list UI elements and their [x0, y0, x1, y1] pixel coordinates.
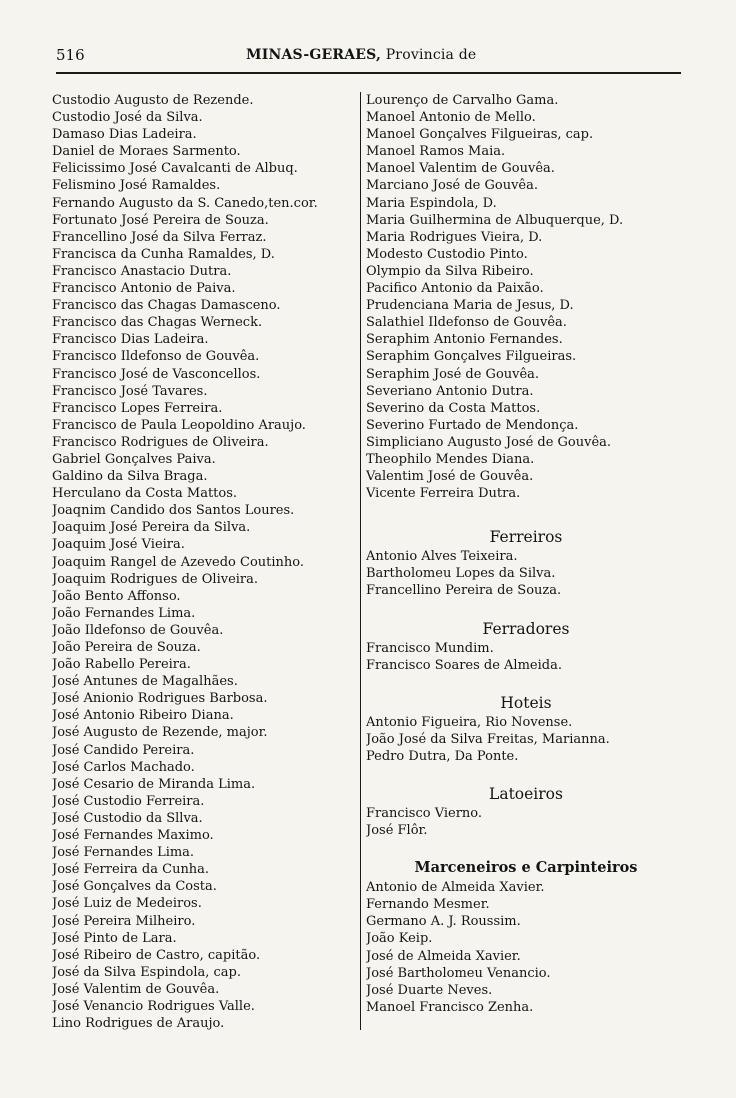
section-heading: Ferradores	[482, 619, 570, 638]
list-item: Valentim José de Gouvêa.	[366, 469, 534, 485]
list-item: Herculano da Costa Mattos.	[52, 486, 238, 502]
list-item: José Antunes de Magalhães.	[52, 674, 238, 690]
list-item: Francisco Vierno.	[366, 806, 483, 821]
list-item: Joaqnim Candido dos Santos Loures.	[52, 503, 295, 519]
section-heading: Latoeiros	[489, 785, 563, 803]
list-item: Pacifico Antonio da Paixão.	[366, 281, 544, 297]
list-item: Maria Rodrigues Vieira, D.	[366, 229, 543, 245]
list-item: Damaso Dias Ladeira.	[52, 127, 197, 143]
list-item: José Pinto de Lara.	[52, 930, 177, 946]
section-heading: Hoteis	[500, 693, 552, 712]
list-item: Francisco das Chagas Werneck.	[52, 315, 263, 331]
list-item: José Antonio Ribeiro Diana.	[52, 708, 234, 724]
list-item: José Flôr.	[366, 823, 428, 839]
list-item: José Pereira Milheiro.	[52, 913, 196, 929]
list-item: João Rabello Pereira.	[52, 657, 191, 673]
list-item: Bartholomeu Lopes da Silva.	[366, 566, 556, 582]
list-item: Pedro Dutra, Da Ponte.	[366, 748, 519, 764]
list-item: Custodio Augusto de Rezende.	[52, 93, 254, 108]
list-item: José da Silva Espindola, cap.	[52, 964, 242, 980]
page-title	[246, 47, 476, 63]
list-item: Francisco Dias Ladeira.	[52, 332, 209, 348]
list-item: Maria Guilhermina de Albuquerque, D.	[366, 212, 624, 228]
list-item: João Fernandes Lima.	[52, 605, 196, 621]
list-item: Joaquim José Vieira.	[52, 537, 185, 553]
list-item: José Cesario de Miranda Lima.	[52, 776, 256, 792]
list-item: José Ribeiro de Castro, capitão.	[52, 947, 261, 963]
list-item: Manoel Antonio de Mello.	[366, 110, 536, 126]
list-item: Custodio José da Silva.	[52, 110, 203, 126]
list-item: José Venancio Rodrigues Valle.	[52, 998, 255, 1014]
right-column	[366, 92, 686, 1016]
list-item: Gabriel Gonçalves Paiva.	[52, 451, 216, 467]
list-item: João José da Silva Freitas, Marianna.	[366, 731, 610, 747]
list-item: Manoel Valentim de Gouvêa.	[366, 161, 555, 177]
list-item: José Custodio da Sllva.	[52, 810, 203, 826]
list-item: Prudenciana Maria de Jesus, D.	[366, 298, 574, 314]
list-item: Fernando Mesmer.	[366, 897, 490, 913]
section-heading: Marceneiros e Carpinteiros	[414, 859, 638, 877]
list-item: José de Almeida Xavier.	[366, 948, 521, 964]
list-item: João Bento Affonso.	[52, 588, 181, 604]
list-item: Fortunato José Pereira de Souza.	[52, 212, 269, 228]
list-item: Francisca da Cunha Ramaldes, D.	[52, 246, 275, 262]
list-item: Francisco Lopes Ferreira.	[52, 400, 223, 416]
list-item: Joaquim Rangel de Azevedo Coutinho.	[52, 554, 305, 570]
list-item: Severiano Antonio Dutra.	[366, 383, 534, 399]
list-item: Vicente Ferreira Dutra.	[366, 486, 521, 502]
list-item: Francisco das Chagas Damasceno.	[52, 298, 281, 314]
list-item: José Gonçalves da Costa.	[52, 879, 217, 895]
list-item: Severino Furtado de Mendonça.	[366, 417, 579, 433]
list-item: José Candido Pereira.	[52, 742, 195, 758]
list-item: Germano A. J. Roussim.	[366, 914, 521, 930]
list-item: Seraphim Gonçalves Filgueiras.	[366, 349, 577, 365]
list-item: João Pereira de Souza.	[52, 640, 201, 655]
list-item: José Custodio Ferreira.	[52, 793, 205, 809]
list-item: José Ferreira da Cunha.	[52, 862, 210, 878]
list-item: José Anionio Rodrigues Barbosa.	[52, 691, 268, 707]
list-item: Severino da Costa Mattos.	[366, 400, 541, 416]
list-item: Seraphim Antonio Fernandes.	[366, 332, 563, 348]
list-item: Francisco Anastacio Dutra.	[52, 263, 232, 279]
list-item: Fernando Augusto da S. Canedo,ten.cor.	[52, 195, 318, 211]
list-item: João Ildefonso de Gouvêa.	[52, 622, 224, 638]
title-province: MINAS-GERAES,	[246, 47, 382, 63]
page-number: 516	[56, 46, 85, 64]
list-item: José Carlos Machado.	[52, 759, 195, 775]
header-rule	[56, 72, 681, 74]
list-item: José Bartholomeu Venancio.	[366, 965, 551, 981]
list-item: Felicissimo José Cavalcanti de Albuq.	[52, 161, 298, 177]
list-item: José Luiz de Medeiros.	[52, 896, 202, 912]
list-item: Lourenço de Carvalho Gama.	[366, 93, 559, 108]
list-item: Olympio da Silva Ribeiro.	[366, 263, 534, 279]
list-item: José Fernandes Maximo.	[52, 828, 214, 844]
list-item: Seraphim José de Gouvêa.	[366, 366, 540, 382]
list-item: Francisco Mundim.	[366, 640, 494, 656]
list-item: Modesto Custodio Pinto.	[366, 246, 528, 262]
list-item: Francellino José da Silva Ferraz.	[52, 229, 267, 245]
list-item: Manoel Gonçalves Filgueiras, cap.	[366, 127, 594, 143]
list-item: Francisco Rodrigues de Oliveira.	[52, 434, 269, 450]
list-item: Daniel de Moraes Sarmento.	[52, 144, 241, 160]
list-item: Simpliciano Augusto José de Gouvêa.	[366, 434, 612, 450]
list-item: Francellino Pereira de Souza.	[366, 583, 562, 599]
list-item: Felismino José Ramaldes.	[52, 178, 221, 194]
list-item: Theophilo Mendes Diana.	[366, 451, 535, 467]
list-item: José Valentim de Gouvêa.	[52, 981, 220, 997]
list-item: Maria Espindola, D.	[366, 195, 497, 211]
list-item: Salathiel Ildefonso de Gouvêa.	[366, 315, 567, 331]
list-item: Francisco José Tavares.	[52, 383, 208, 399]
list-item: José Augusto de Rezende, major.	[52, 725, 268, 741]
list-item: Francisco Antonio de Paiva.	[52, 281, 236, 297]
list-item: Joaquim José Pereira da Silva.	[52, 520, 251, 536]
section-heading: Ferreiros	[489, 528, 563, 547]
list-item: Francisco Soares de Almeida.	[366, 657, 562, 673]
page-header	[56, 46, 676, 70]
title-rest: Provincia de	[385, 47, 477, 63]
list-item: Manoel Ramos Maia.	[366, 144, 506, 160]
list-item: Antonio de Almeida Xavier.	[366, 880, 545, 896]
list-item: Manoel Francisco Zenha.	[366, 999, 534, 1015]
list-item: Antonio Alves Teixeira.	[366, 549, 518, 565]
list-item: Galdino da Silva Braga.	[52, 469, 208, 485]
list-item: Francisco de Paula Leopoldino Araujo.	[52, 417, 306, 433]
list-item: João Keip.	[366, 931, 433, 947]
list-item: Francisco Ildefonso de Gouvêa.	[52, 349, 260, 365]
list-item: José Duarte Neves.	[366, 982, 493, 998]
list-item: Marciano José de Gouvêa.	[366, 178, 538, 194]
list-item: Lino Rodrigues de Araujo.	[52, 1016, 225, 1032]
list-item: Francisco José de Vasconcellos.	[52, 366, 261, 382]
list-item: Joaquim Rodrigues de Oliveira.	[52, 571, 259, 587]
list-item: Antonio Figueira, Rio Novense.	[366, 714, 573, 730]
column-divider	[360, 92, 361, 1030]
left-column	[52, 92, 356, 1032]
list-item: José Fernandes Lima.	[52, 845, 195, 861]
